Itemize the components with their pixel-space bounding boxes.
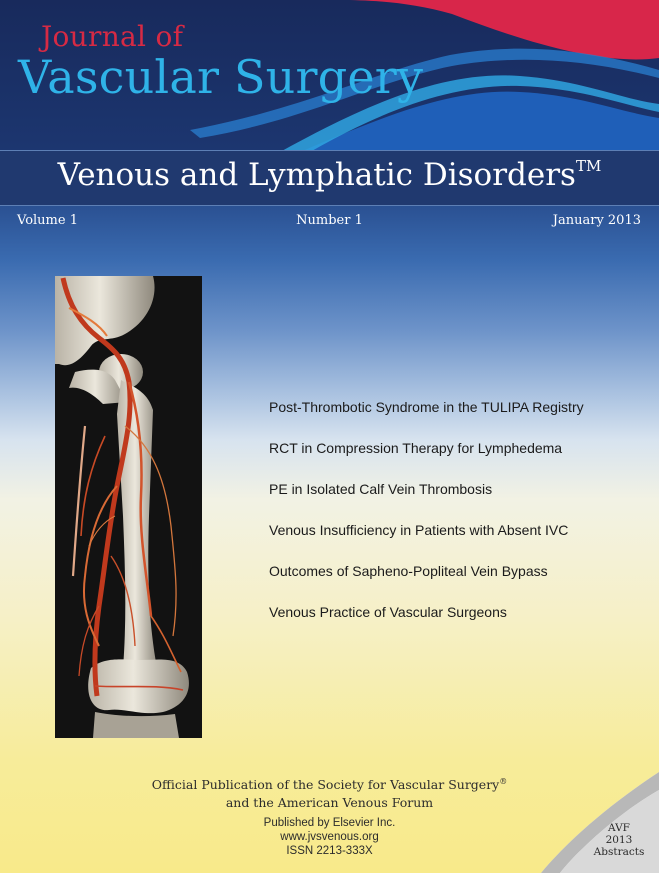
avf-year: 2013 <box>605 834 633 846</box>
article-title: Venous Insufficiency in Patients with Absent IVC <box>269 522 569 538</box>
journal-title-line2: Vascular Surgery <box>18 50 424 104</box>
registered-mark: ® <box>499 777 508 786</box>
date-label: January 2013 <box>552 213 641 228</box>
trademark-symbol: TM <box>575 157 602 175</box>
article-title: PE in Isolated Calf Vein Thrombosis <box>269 481 493 497</box>
publication-statement-line2: and the American Venous Forum <box>225 795 434 810</box>
publication-line1-text: Official Publication of the Society for Vascular Surgery <box>151 777 500 793</box>
avf-label: AVF <box>608 822 630 834</box>
volume-label: Volume 1 <box>17 213 78 228</box>
avf-abstracts: Abstracts <box>593 846 645 858</box>
number-label: Number 1 <box>296 213 363 228</box>
issn-text: ISSN 2213-333X <box>286 845 373 857</box>
article-title: Post-Thrombotic Syndrome in the TULIPA Registry <box>269 399 584 415</box>
article-title: Outcomes of Sapheno-Popliteal Vein Bypass <box>269 563 548 579</box>
journal-title-line1: Journal of <box>41 20 184 53</box>
subtitle-text: Venous and Lymphatic Disorders <box>57 157 576 193</box>
website-link[interactable]: www.jvsvenous.org <box>280 831 379 843</box>
article-title: Venous Practice of Vascular Surgeons <box>269 604 507 620</box>
avf-abstracts-label <box>588 822 650 858</box>
publisher-text: Published by Elsevier Inc. <box>263 817 396 829</box>
article-title: RCT in Compression Therapy for Lymphedema <box>269 440 563 456</box>
